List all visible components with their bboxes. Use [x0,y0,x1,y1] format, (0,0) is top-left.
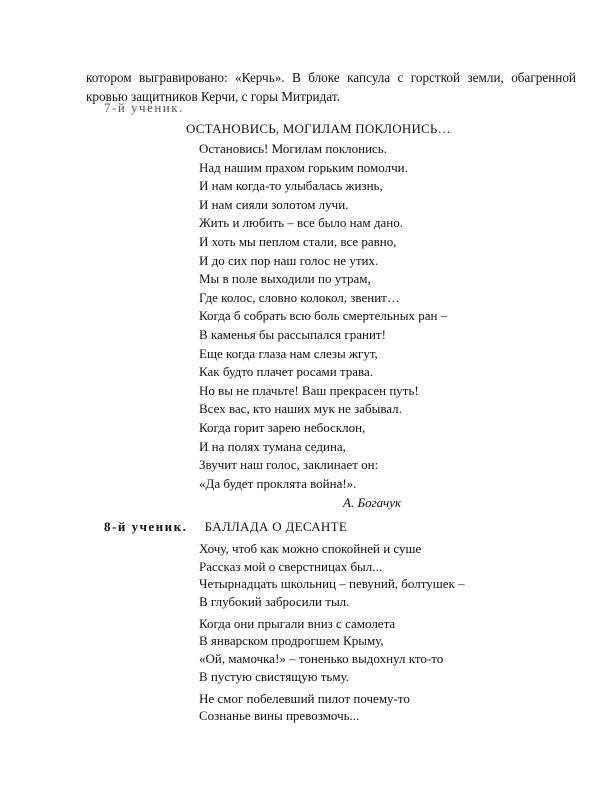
poem-line: И на полях тумана седина, [199,438,346,454]
poem-line: В глубокий забросили тыл. [199,594,350,610]
intro-paragraph: котором выгравировано: «Керчь». В блоке капсула с горсткой земли, обагренной кровью защитников Керчи, с горы Митридат. [86,70,576,105]
poem-author: А. Богачук [343,495,402,510]
poem-line: И нам сияли золотом лучи. [199,196,349,212]
poem-line: В январском продрогшем Крыму, [199,633,384,649]
poem-line: Когда горит зарею небосклон, [199,419,366,435]
poem-title-ballada: БАЛЛАДА О ДЕСАНТЕ [204,519,348,534]
poem-line: Когда они прыгали вниз с самолета [199,615,396,631]
poem-line: Не смог побелевший пилот почему-то [199,690,410,706]
poem-line: «Да будет проклята война!». [199,475,357,491]
poem-line: Сознанье вины превозмочь... [199,708,360,724]
poem-line: Где колос, словно колокол, звенит… [199,289,400,305]
poem-line: Остановись! Могилам поклонись. [199,141,387,156]
poem-line: Когда б собрать всю боль смертельных ран – [199,308,448,324]
poem-line: Над нашим прахом горьким помолчи. [199,159,408,175]
poem-line: Жить и любить – все было нам дано. [199,215,403,231]
poem-title-ostanovis: ОСТАНОВИСЬ, МОГИЛАМ ПОКЛОНИСЬ… [186,121,451,136]
poem-line: Звучит наш голос, заклинает он: [199,457,379,473]
poem-line: «Ой, мамочка!» – тоненько выдохнул кто-то [199,651,444,667]
poem-line: И до сих пор наш голос не утих. [199,252,379,268]
poem-line: Рассказ мой о сверстницах был... [199,558,383,574]
poem-line: В пустую свистящую тьму. [199,668,350,684]
poem-line: И хоть мы пеплом стали, все равно, [199,233,397,249]
poem-ostanovis [199,140,447,493]
poem-line: И нам когда-то улыбалась жизнь, [199,178,383,194]
poem-line: Еще когда глаза нам слезы жгут, [199,345,378,361]
poem-line: В каменья бы рассыпался гранит! [199,326,386,342]
poem-line: Как будто плачет росами трава. [199,364,373,380]
poem-line: Но вы не плачьте! Ваш прекрасен путь! [199,382,419,398]
poem-line: Всех вас, кто наших мук не забывал. [199,401,402,417]
poem-ballada [199,540,465,725]
poem-line: Четырнадцать школьниц – певуний, болтушек – [199,576,465,592]
poem-line: Мы в поле выходили по утрам, [199,271,371,287]
section-8-heading [104,519,347,535]
speaker-8-label: 8-й ученик. [104,519,188,534]
poem-line: Хочу, чтоб как можно спокойней и суше [199,541,422,556]
speaker-7-label: 7-й ученик. [104,100,184,115]
